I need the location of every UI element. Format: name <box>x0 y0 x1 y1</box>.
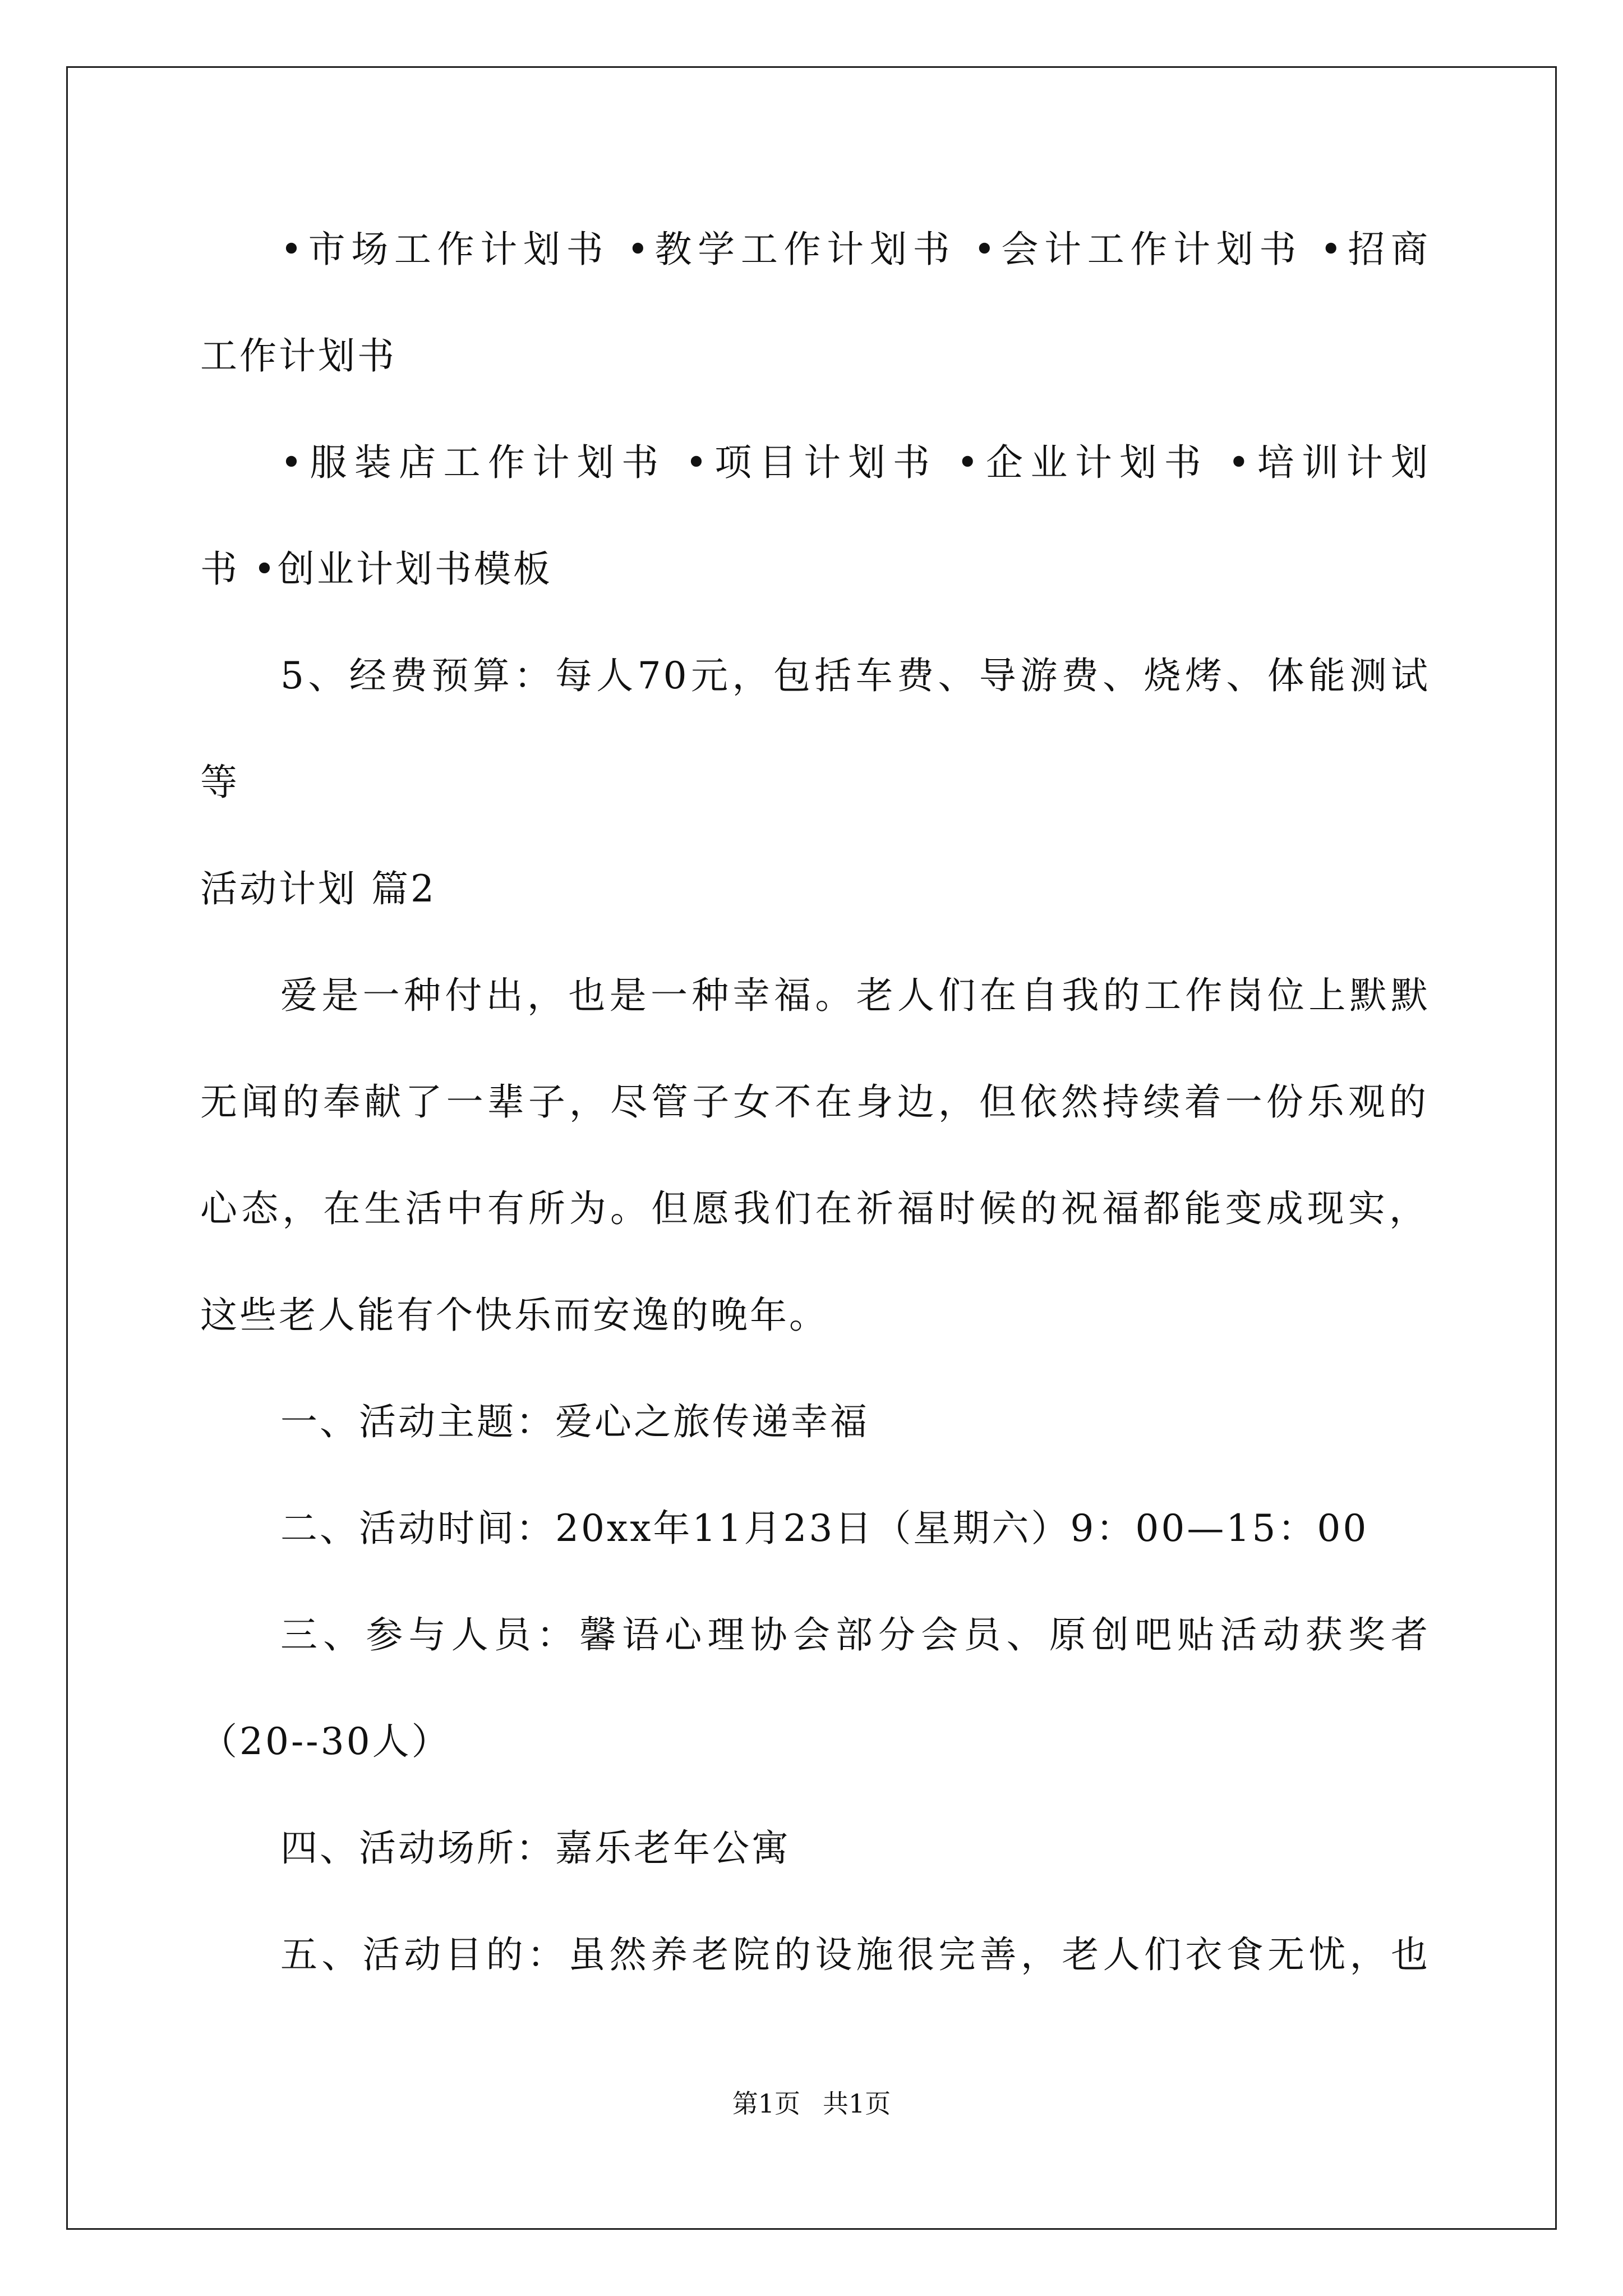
budget-line-1: 5、经费预算：每人70元，包括车费、导游费、烧烤、体能测试 <box>280 654 1430 697</box>
activity-time: 二、活动时间：20xx年11月23日（星期六）9：00—15：00 <box>280 1507 1369 1550</box>
intro-paragraph-line-3: 心态，在生活中有所为。但愿我们在祈福时候的祝福都能变成现实， <box>200 1187 1428 1230</box>
page-total: 共1页 <box>823 2088 891 2119</box>
intro-paragraph-line-4: 这些老人能有个快乐而安逸的晚年。 <box>200 1294 828 1337</box>
budget-line-2: 等 <box>200 761 239 804</box>
participants-line-1: 三、参与人员：馨语心理协会部分会员、原创吧贴活动获奖者 <box>280 1613 1430 1657</box>
page-border <box>66 66 1557 2230</box>
page-footer <box>0 2087 1623 2120</box>
intro-paragraph-line-2: 无闻的奉献了一辈子，尽管子女不在身边，但依然持续着一份乐观的 <box>200 1080 1428 1124</box>
bullet-list-line-4: 书 •创业计划书模板 <box>200 547 552 591</box>
page-number: 第1页 <box>732 2088 800 2119</box>
section-heading: 活动计划 篇2 <box>200 867 436 910</box>
activity-purpose: 五、活动目的：虽然养老院的设施很完善，老人们衣食无忧，也 <box>280 1933 1430 1976</box>
bullet-list-line-1: •市场工作计划书 •教学工作计划书 •会计工作计划书 •招商 <box>280 228 1430 271</box>
participants-line-2: （20--30人） <box>200 1720 451 1763</box>
activity-venue: 四、活动场所：嘉乐老年公寓 <box>280 1826 791 1870</box>
activity-theme: 一、活动主题：爱心之旅传递幸福 <box>280 1400 869 1443</box>
bullet-list-line-2: 工作计划书 <box>200 334 396 378</box>
intro-paragraph-line-1: 爱是一种付出，也是一种幸福。老人们在自我的工作岗位上默默 <box>280 974 1430 1017</box>
bullet-list-line-3: •服装店工作计划书 •项目计划书 •企业计划书 •培训计划 <box>280 441 1430 484</box>
